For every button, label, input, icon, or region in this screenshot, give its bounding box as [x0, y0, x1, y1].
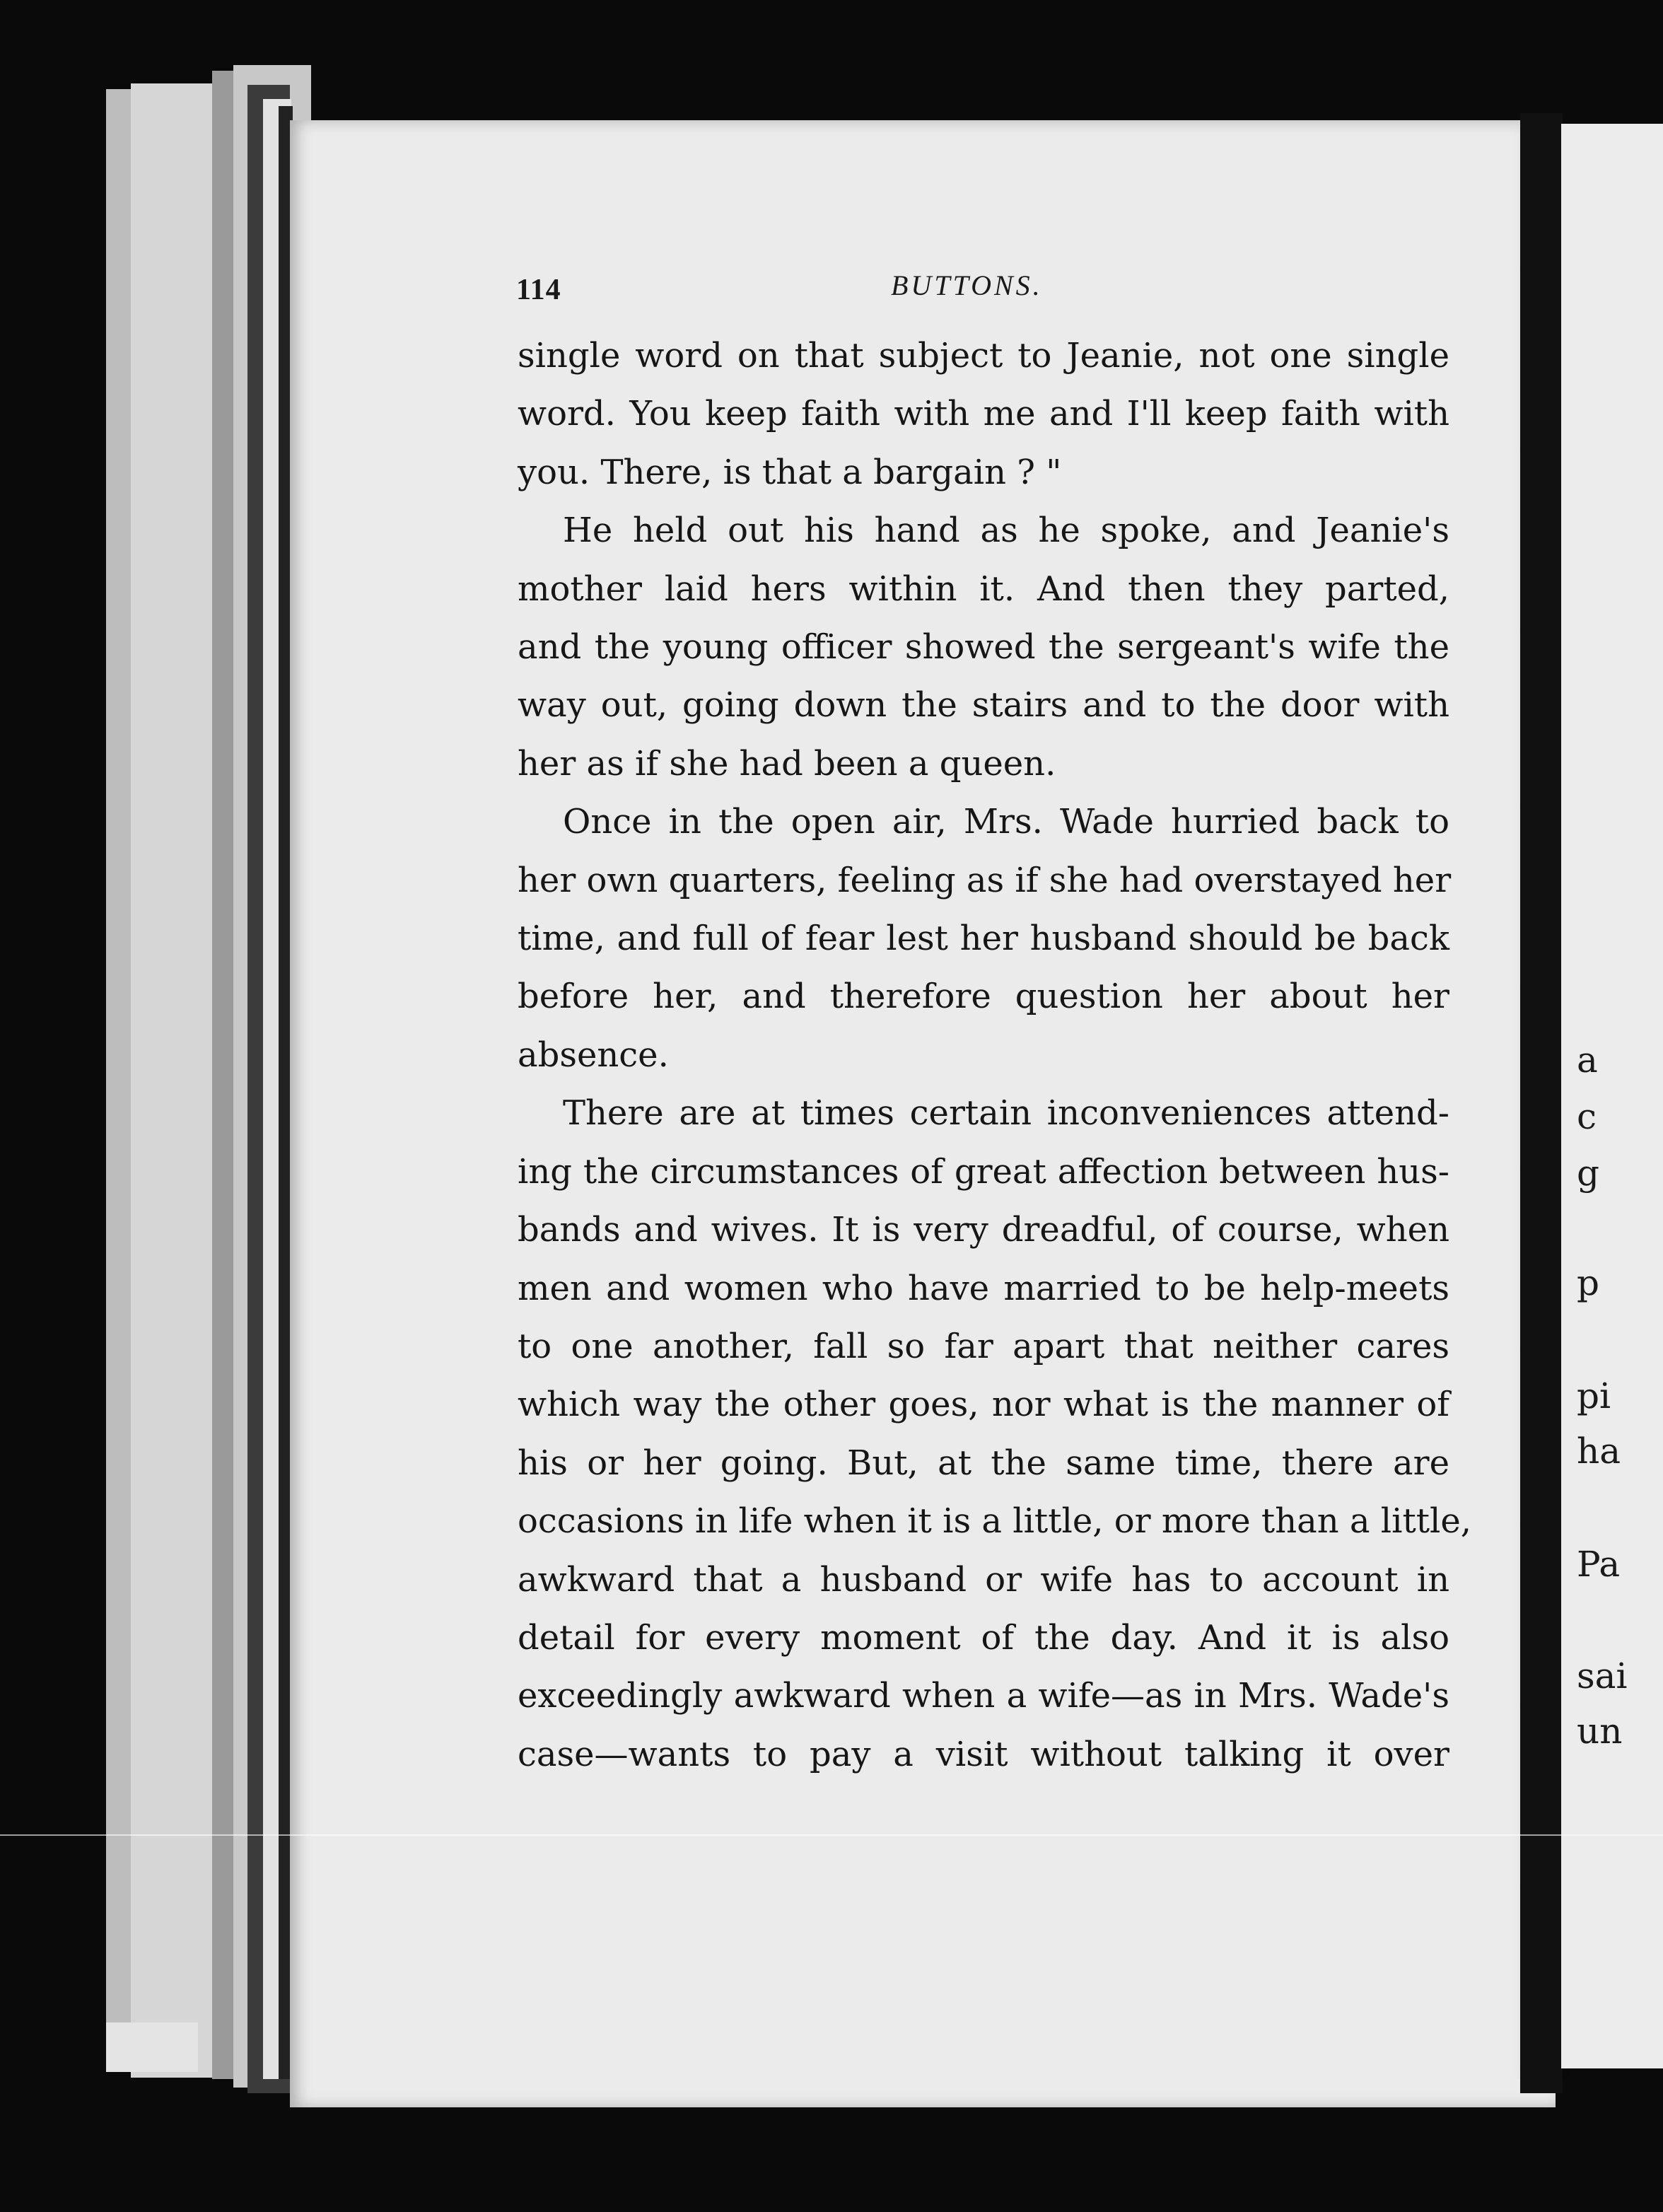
text-line: absence.	[518, 1035, 669, 1075]
text-line: occasions in life when it is a little, or more than a little,	[518, 1501, 1472, 1542]
scan-artifact-line	[0, 1834, 1663, 1836]
facing-fragment: un	[1577, 1711, 1623, 1752]
facing-fragment: sai	[1577, 1655, 1628, 1696]
text-line: before her, and therefore question her about her	[518, 977, 1449, 1017]
page-number: 114	[516, 274, 561, 306]
text-line: his or her going. But, at the same time, there are	[518, 1443, 1449, 1483]
text-line: There are at times certain inconveniences attend-	[563, 1093, 1449, 1134]
text-line: case—wants to pay a visit without talking it over	[518, 1734, 1449, 1774]
facing-fragment: pi	[1577, 1375, 1611, 1416]
text-line: her own quarters, feeling as if she had overstayed her	[518, 860, 1452, 900]
text-line: mother laid hers within it. And then they parted,	[518, 569, 1449, 609]
facing-fragment: ha	[1577, 1431, 1621, 1472]
text-line: awkward that a husband or wife has to account in	[518, 1559, 1449, 1600]
facing-fragment: a	[1577, 1040, 1598, 1081]
text-line: and the young officer showed the sergeant's wife the	[518, 627, 1449, 668]
body-text	[518, 327, 1472, 1783]
text-line: He held out his hand as he spoke, and Jeanie's	[563, 511, 1449, 551]
text-line: ing the circumstances of great affection between hus-	[518, 1151, 1449, 1192]
page-edges-bottom	[106, 2022, 198, 2072]
text-line: to one another, fall so far apart that neither cares	[518, 1326, 1449, 1366]
running-title: BUTTONS.	[891, 269, 1043, 301]
facing-fragment: g	[1577, 1153, 1600, 1194]
text-line: way out, going down the stairs and to the door with	[518, 685, 1449, 726]
text-line: time, and full of fear lest her husband should be back	[518, 919, 1449, 959]
text-line: Once in the open air, Mrs. Wade hurried back to	[563, 802, 1449, 842]
facing-fragment: c	[1577, 1096, 1597, 1137]
text-line: word. You keep faith with me and I'll keep faith with	[518, 394, 1449, 434]
facing-page	[1561, 124, 1663, 2068]
text-line: her as if she had been a queen.	[518, 743, 1056, 784]
text-line: men and women who have married to be help-meets	[518, 1268, 1449, 1308]
text-line: you. There, is that a bargain ? "	[518, 452, 1062, 492]
facing-fragment: Pa	[1577, 1544, 1621, 1585]
book-binding	[1520, 113, 1563, 2093]
text-line: which way the other goes, nor what is the manner of	[518, 1385, 1449, 1425]
text-line: single word on that subject to Jeanie, not one single	[518, 336, 1449, 376]
text-line: exceedingly awkward when a wife—as in Mrs. Wade's	[518, 1676, 1449, 1716]
text-line: detail for every moment of the day. And it is also	[518, 1617, 1449, 1658]
text-line: bands and wives. It is very dreadful, of course, when	[518, 1210, 1449, 1250]
facing-fragment: p	[1577, 1262, 1600, 1303]
